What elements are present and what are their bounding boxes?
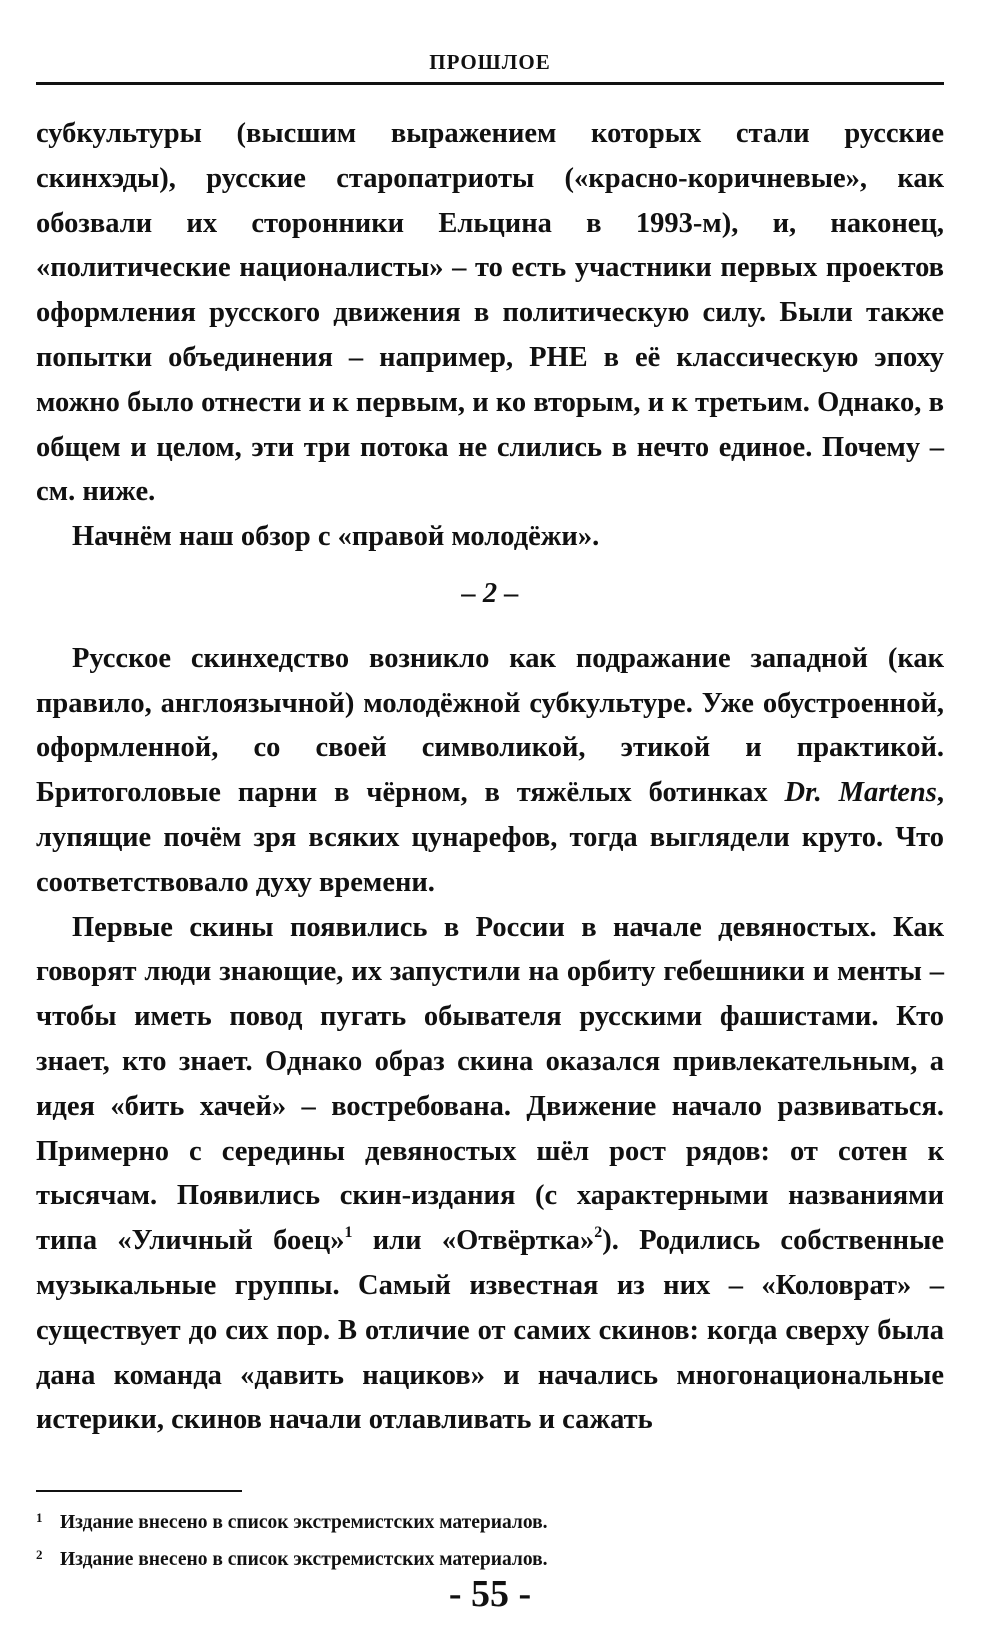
footnote-text-1: Издание внесено в список экстремистских материалов.	[60, 1512, 548, 1533]
footnote-ref-2: 2	[594, 1224, 603, 1242]
paragraph-3-text-a: Русское скинхедство возникло как подражание западной (как правило, англоязычной) молодёжной субкультуре. Уже обустроенной, оформленной, со своей символикой, этикой и практикой. Бритоголовые парни в чёрном, в тяжёлых ботинках	[36, 642, 944, 809]
header-rule	[36, 82, 944, 85]
body-text	[36, 112, 944, 1443]
section-number: – 2 –	[461, 577, 519, 609]
paragraph-4-text-a: Первые скины появились в России в начале девяностых. Как говорят люди знающие, их запустили на орбиту гебешники и менты – чтобы иметь повод пугать обывателя русскими фашистами. Кто знает, кто знает. Однако образ скина оказался привлекательным, а идея «бить хачей» – востребована. Движение начало развиваться. Примерно с середины девяностых шёл рост рядов: от сотен к тысячам. Появились скин-издания (с характерными названиями типа «Уличный боец»	[36, 911, 944, 1257]
footnote-2	[36, 1539, 944, 1576]
footnote-mark-2: 2	[36, 1547, 43, 1562]
brand-name: Dr. Martens	[784, 777, 937, 809]
book-page	[36, 0, 944, 1650]
paragraph-4	[36, 906, 944, 1444]
footnote-ref-1: 1	[344, 1224, 353, 1242]
paragraph-4-text-b: или «Отвёртка»	[352, 1225, 595, 1257]
paragraph-2: Начнём наш обзор с «правой молодёжи».	[72, 521, 600, 553]
paragraph-3	[36, 637, 944, 906]
footnote-text-2: Издание внесено в список экстремистских материалов.	[60, 1549, 548, 1570]
running-title: ПРОШЛОЕ	[429, 50, 551, 74]
paragraph-1: субкультуры (высшим выражением которых стали русские скинхэды), русские старопатриоты («красно-коричневые», как обозвали их сторонники Ельцина в 1993-м), и, наконец, «политические националисты» – то есть участники первых проектов оформления русского движения в политическую силу. Были также попытки объединения – например, РНЕ в её классическую эпоху можно было отнести и к первым, и ко вторым, и к третьим. Однако, в общем и целом, эти три потока не слились в нечто единое. Почему – см. ниже.	[36, 118, 944, 508]
footnote-rule	[36, 1490, 242, 1492]
page-number: - 55 -	[448, 1573, 532, 1615]
footnotes	[36, 1502, 944, 1576]
paragraph-4-text-c: ). Родились собственные музыкальные группы. Самый известная из них – «Коловрат» – существует до сих пор. В отличие от самих скинов: когда сверху была дана команда «давить нациков» и начались многонациональные истерики, скинов начали отлавливать и сажать	[36, 1225, 944, 1436]
paragraph-3-text-b: , лупящие почём зря всяких цунарефов, тогда выглядели круто. Что соответствовало духу времени.	[36, 777, 944, 898]
footnote-mark-1: 1	[36, 1510, 43, 1525]
footnote-1	[36, 1502, 944, 1539]
